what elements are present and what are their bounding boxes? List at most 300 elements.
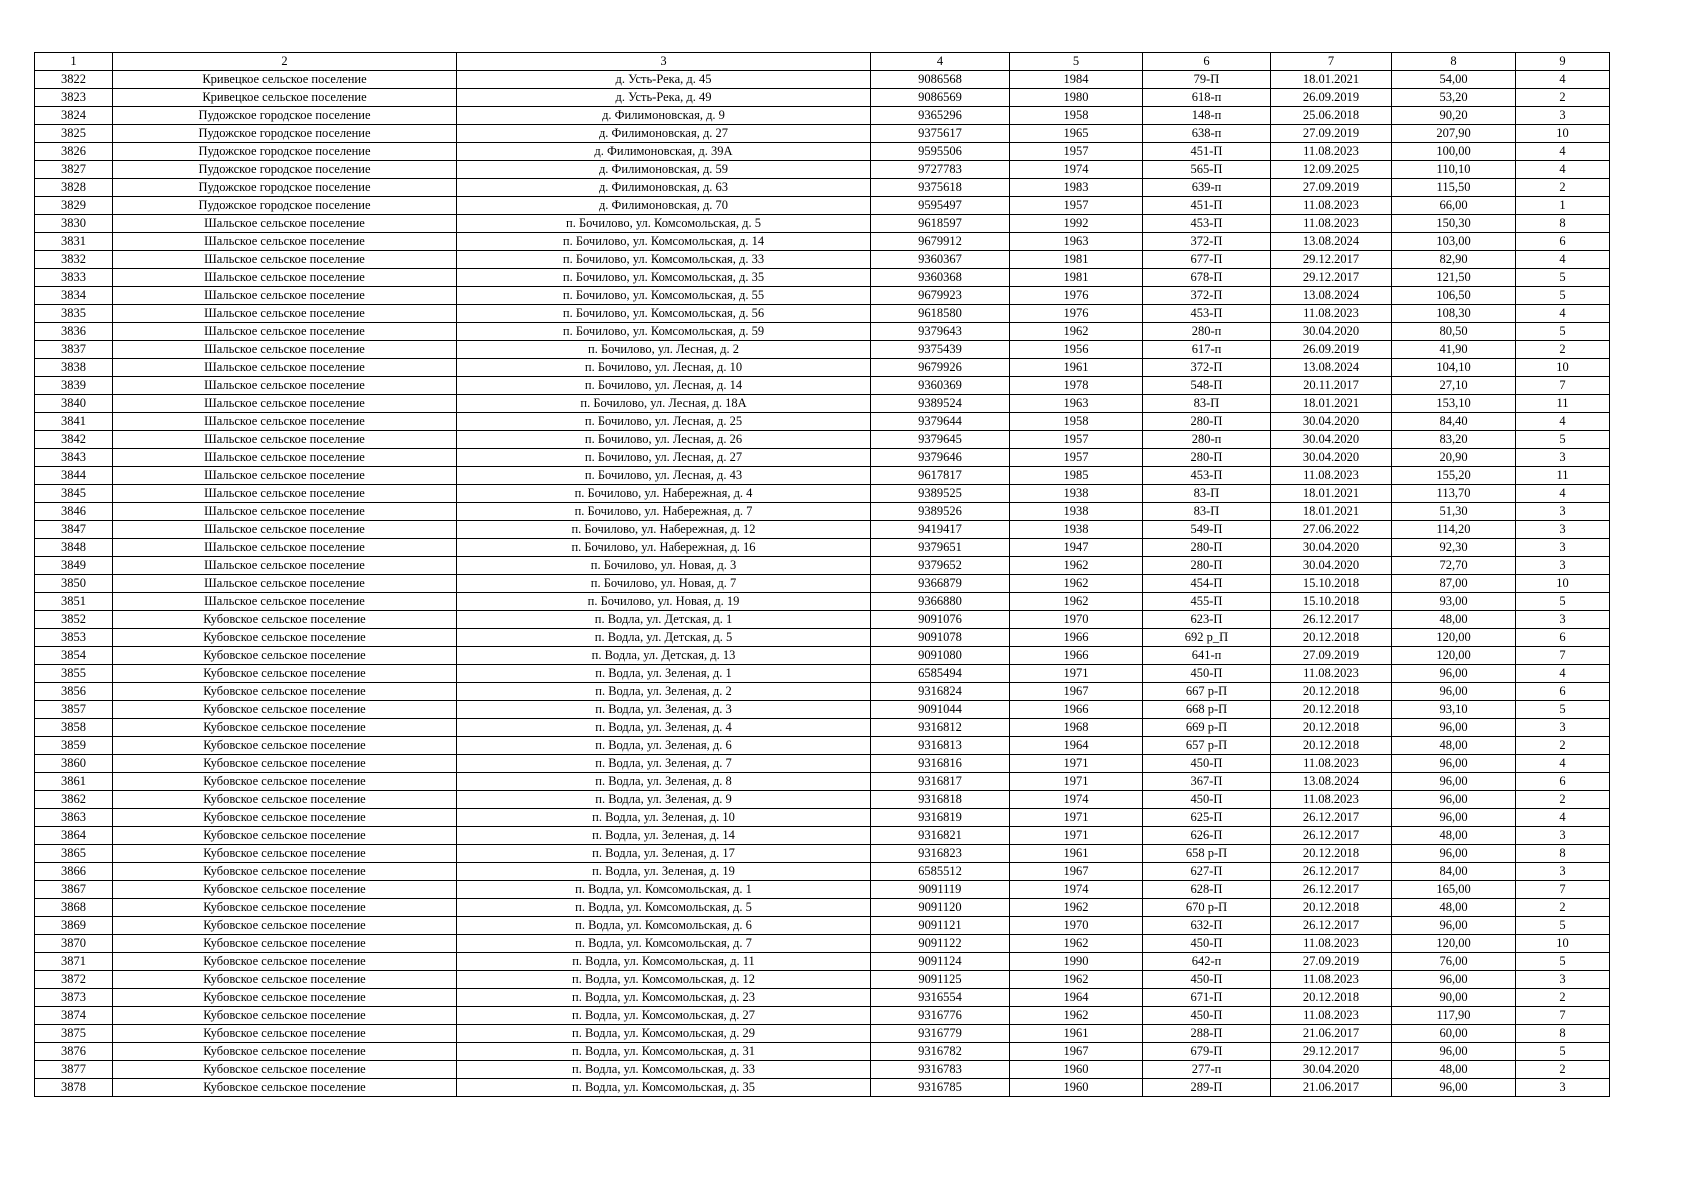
table-row bbox=[35, 755, 1610, 773]
settlement-cell: Шальское сельское поселение bbox=[113, 431, 457, 449]
building-id-cell: 9091124 bbox=[871, 953, 1010, 971]
table-body bbox=[35, 71, 1610, 1097]
area-cell: 41,90 bbox=[1392, 341, 1516, 359]
decree-number-cell: 669 р-П bbox=[1143, 719, 1271, 737]
area-cell: 66,00 bbox=[1392, 197, 1516, 215]
address-cell: п. Водла, ул. Зеленая, д. 19 bbox=[457, 863, 871, 881]
decree-date-cell: 13.08.2024 bbox=[1271, 359, 1392, 377]
year-built-cell: 1962 bbox=[1010, 899, 1143, 917]
row-number-cell: 3830 bbox=[35, 215, 113, 233]
row-number-cell: 3828 bbox=[35, 179, 113, 197]
decree-date-cell: 18.01.2021 bbox=[1271, 503, 1392, 521]
year-built-cell: 1971 bbox=[1010, 665, 1143, 683]
decree-date-cell: 29.12.2017 bbox=[1271, 251, 1392, 269]
area-cell: 155,20 bbox=[1392, 467, 1516, 485]
decree-date-cell: 30.04.2020 bbox=[1271, 539, 1392, 557]
area-cell: 48,00 bbox=[1392, 611, 1516, 629]
address-cell: п. Водла, ул. Комсомольская, д. 11 bbox=[457, 953, 871, 971]
area-cell: 165,00 bbox=[1392, 881, 1516, 899]
row-number-cell: 3872 bbox=[35, 971, 113, 989]
area-cell: 82,90 bbox=[1392, 251, 1516, 269]
decree-date-cell: 18.01.2021 bbox=[1271, 395, 1392, 413]
building-id-cell: 9366880 bbox=[871, 593, 1010, 611]
table-row bbox=[35, 377, 1610, 395]
decree-date-cell: 27.06.2022 bbox=[1271, 521, 1392, 539]
residents-cell: 6 bbox=[1516, 773, 1610, 791]
building-id-cell: 9091080 bbox=[871, 647, 1010, 665]
residents-cell: 3 bbox=[1516, 557, 1610, 575]
area-cell: 20,90 bbox=[1392, 449, 1516, 467]
decree-date-cell: 27.09.2019 bbox=[1271, 179, 1392, 197]
building-id-cell: 6585494 bbox=[871, 665, 1010, 683]
table-row bbox=[35, 413, 1610, 431]
residents-cell: 3 bbox=[1516, 827, 1610, 845]
area-cell: 120,00 bbox=[1392, 647, 1516, 665]
area-cell: 96,00 bbox=[1392, 845, 1516, 863]
residents-cell: 5 bbox=[1516, 701, 1610, 719]
address-cell: п. Водла, ул. Зеленая, д. 9 bbox=[457, 791, 871, 809]
residents-cell: 5 bbox=[1516, 593, 1610, 611]
row-number-cell: 3854 bbox=[35, 647, 113, 665]
address-cell: п. Бочилово, ул. Лесная, д. 27 bbox=[457, 449, 871, 467]
decree-date-cell: 25.06.2018 bbox=[1271, 107, 1392, 125]
settlement-cell: Пудожское городское поселение bbox=[113, 125, 457, 143]
settlement-cell: Шальское сельское поселение bbox=[113, 539, 457, 557]
residents-cell: 10 bbox=[1516, 125, 1610, 143]
building-id-cell: 9375617 bbox=[871, 125, 1010, 143]
address-cell: д. Филимоновская, д. 63 bbox=[457, 179, 871, 197]
settlement-cell: Шальское сельское поселение bbox=[113, 251, 457, 269]
address-cell: п. Водла, ул. Детская, д. 13 bbox=[457, 647, 871, 665]
settlement-cell: Кубовское сельское поселение bbox=[113, 737, 457, 755]
decree-date-cell: 27.09.2019 bbox=[1271, 647, 1392, 665]
building-id-cell: 9316821 bbox=[871, 827, 1010, 845]
area-cell: 84,00 bbox=[1392, 863, 1516, 881]
address-cell: п. Водла, ул. Комсомольская, д. 33 bbox=[457, 1061, 871, 1079]
residents-cell: 7 bbox=[1516, 881, 1610, 899]
row-number-cell: 3857 bbox=[35, 701, 113, 719]
settlement-cell: Пудожское городское поселение bbox=[113, 179, 457, 197]
year-built-cell: 1971 bbox=[1010, 755, 1143, 773]
year-built-cell: 1968 bbox=[1010, 719, 1143, 737]
address-cell: п. Водла, ул. Комсомольская, д. 27 bbox=[457, 1007, 871, 1025]
table-row bbox=[35, 701, 1610, 719]
address-cell: п. Бочилово, ул. Лесная, д. 18А bbox=[457, 395, 871, 413]
residents-cell: 2 bbox=[1516, 179, 1610, 197]
address-cell: п. Бочилово, ул. Лесная, д. 2 bbox=[457, 341, 871, 359]
column-header-9: 9 bbox=[1516, 53, 1610, 71]
settlement-cell: Кубовское сельское поселение bbox=[113, 1043, 457, 1061]
address-cell: д. Филимоновская, д. 70 bbox=[457, 197, 871, 215]
building-id-cell: 9316817 bbox=[871, 773, 1010, 791]
year-built-cell: 1957 bbox=[1010, 197, 1143, 215]
decree-date-cell: 13.08.2024 bbox=[1271, 287, 1392, 305]
decree-date-cell: 27.09.2019 bbox=[1271, 953, 1392, 971]
address-cell: д. Филимоновская, д. 9 bbox=[457, 107, 871, 125]
settlement-cell: Кубовское сельское поселение bbox=[113, 1025, 457, 1043]
decree-number-cell: 450-П bbox=[1143, 935, 1271, 953]
settlement-cell: Пудожское городское поселение bbox=[113, 161, 457, 179]
address-cell: п. Водла, ул. Комсомольская, д. 23 bbox=[457, 989, 871, 1007]
decree-number-cell: 667 р-П bbox=[1143, 683, 1271, 701]
area-cell: 51,30 bbox=[1392, 503, 1516, 521]
table-row bbox=[35, 665, 1610, 683]
area-cell: 48,00 bbox=[1392, 737, 1516, 755]
residents-cell: 3 bbox=[1516, 611, 1610, 629]
address-cell: д. Филимоновская, д. 39А bbox=[457, 143, 871, 161]
table-row bbox=[35, 1043, 1610, 1061]
decree-date-cell: 29.12.2017 bbox=[1271, 269, 1392, 287]
row-number-cell: 3873 bbox=[35, 989, 113, 1007]
table-row bbox=[35, 737, 1610, 755]
area-cell: 115,50 bbox=[1392, 179, 1516, 197]
residents-cell: 4 bbox=[1516, 143, 1610, 161]
year-built-cell: 1966 bbox=[1010, 701, 1143, 719]
table-row bbox=[35, 791, 1610, 809]
table-row bbox=[35, 143, 1610, 161]
year-built-cell: 1962 bbox=[1010, 1007, 1143, 1025]
settlement-cell: Шальское сельское поселение bbox=[113, 575, 457, 593]
decree-number-cell: 83-П bbox=[1143, 485, 1271, 503]
decree-number-cell: 658 р-П bbox=[1143, 845, 1271, 863]
decree-date-cell: 30.04.2020 bbox=[1271, 323, 1392, 341]
table-row bbox=[35, 899, 1610, 917]
area-cell: 113,70 bbox=[1392, 485, 1516, 503]
row-number-cell: 3878 bbox=[35, 1079, 113, 1097]
row-number-cell: 3837 bbox=[35, 341, 113, 359]
residents-cell: 4 bbox=[1516, 251, 1610, 269]
building-id-cell: 9316816 bbox=[871, 755, 1010, 773]
residents-cell: 3 bbox=[1516, 719, 1610, 737]
settlement-cell: Кубовское сельское поселение bbox=[113, 971, 457, 989]
year-built-cell: 1962 bbox=[1010, 593, 1143, 611]
year-built-cell: 1964 bbox=[1010, 989, 1143, 1007]
building-id-cell: 9316776 bbox=[871, 1007, 1010, 1025]
settlement-cell: Шальское сельское поселение bbox=[113, 557, 457, 575]
building-id-cell: 9091122 bbox=[871, 935, 1010, 953]
decree-number-cell: 83-П bbox=[1143, 395, 1271, 413]
building-id-cell: 9316554 bbox=[871, 989, 1010, 1007]
row-number-cell: 3840 bbox=[35, 395, 113, 413]
area-cell: 120,00 bbox=[1392, 935, 1516, 953]
residents-cell: 7 bbox=[1516, 1007, 1610, 1025]
area-cell: 96,00 bbox=[1392, 719, 1516, 737]
address-cell: д. Усть-Река, д. 45 bbox=[457, 71, 871, 89]
building-id-cell: 9316824 bbox=[871, 683, 1010, 701]
decree-date-cell: 20.11.2017 bbox=[1271, 377, 1392, 395]
decree-date-cell: 20.12.2018 bbox=[1271, 719, 1392, 737]
residents-cell: 11 bbox=[1516, 467, 1610, 485]
table-row bbox=[35, 449, 1610, 467]
decree-date-cell: 26.12.2017 bbox=[1271, 809, 1392, 827]
decree-date-cell: 30.04.2020 bbox=[1271, 1061, 1392, 1079]
area-cell: 84,40 bbox=[1392, 413, 1516, 431]
row-number-cell: 3843 bbox=[35, 449, 113, 467]
decree-date-cell: 20.12.2018 bbox=[1271, 701, 1392, 719]
address-cell: п. Водла, ул. Зеленая, д. 17 bbox=[457, 845, 871, 863]
year-built-cell: 1960 bbox=[1010, 1079, 1143, 1097]
column-header-3: 3 bbox=[457, 53, 871, 71]
decree-number-cell: 670 р-П bbox=[1143, 899, 1271, 917]
table-row bbox=[35, 107, 1610, 125]
residents-cell: 2 bbox=[1516, 899, 1610, 917]
year-built-cell: 1966 bbox=[1010, 629, 1143, 647]
settlement-cell: Кубовское сельское поселение bbox=[113, 683, 457, 701]
column-header-7: 7 bbox=[1271, 53, 1392, 71]
settlement-cell: Кубовское сельское поселение bbox=[113, 719, 457, 737]
table-row bbox=[35, 1061, 1610, 1079]
settlement-cell: Кубовское сельское поселение bbox=[113, 881, 457, 899]
row-number-cell: 3831 bbox=[35, 233, 113, 251]
year-built-cell: 1957 bbox=[1010, 143, 1143, 161]
row-number-cell: 3852 bbox=[35, 611, 113, 629]
decree-number-cell: 628-П bbox=[1143, 881, 1271, 899]
residents-cell: 4 bbox=[1516, 413, 1610, 431]
building-id-cell: 9375618 bbox=[871, 179, 1010, 197]
table-row bbox=[35, 989, 1610, 1007]
table-row bbox=[35, 917, 1610, 935]
residents-cell: 2 bbox=[1516, 791, 1610, 809]
building-id-cell: 9091078 bbox=[871, 629, 1010, 647]
building-id-cell: 9679912 bbox=[871, 233, 1010, 251]
row-number-cell: 3876 bbox=[35, 1043, 113, 1061]
decree-number-cell: 671-П bbox=[1143, 989, 1271, 1007]
row-number-cell: 3868 bbox=[35, 899, 113, 917]
building-id-cell: 9316782 bbox=[871, 1043, 1010, 1061]
year-built-cell: 1963 bbox=[1010, 395, 1143, 413]
address-cell: п. Водла, ул. Детская, д. 1 bbox=[457, 611, 871, 629]
area-cell: 96,00 bbox=[1392, 665, 1516, 683]
settlement-cell: Кубовское сельское поселение bbox=[113, 1079, 457, 1097]
area-cell: 90,20 bbox=[1392, 107, 1516, 125]
residents-cell: 3 bbox=[1516, 521, 1610, 539]
residents-cell: 5 bbox=[1516, 917, 1610, 935]
decree-date-cell: 26.12.2017 bbox=[1271, 863, 1392, 881]
table-row bbox=[35, 827, 1610, 845]
area-cell: 87,00 bbox=[1392, 575, 1516, 593]
table-row bbox=[35, 557, 1610, 575]
column-header-5: 5 bbox=[1010, 53, 1143, 71]
decree-number-cell: 451-П bbox=[1143, 197, 1271, 215]
decree-date-cell: 29.12.2017 bbox=[1271, 1043, 1392, 1061]
row-number-cell: 3856 bbox=[35, 683, 113, 701]
area-cell: 96,00 bbox=[1392, 773, 1516, 791]
address-cell: п. Бочилово, ул. Комсомольская, д. 33 bbox=[457, 251, 871, 269]
year-built-cell: 1962 bbox=[1010, 971, 1143, 989]
building-id-cell: 9316818 bbox=[871, 791, 1010, 809]
decree-date-cell: 11.08.2023 bbox=[1271, 1007, 1392, 1025]
building-id-cell: 9360369 bbox=[871, 377, 1010, 395]
year-built-cell: 1962 bbox=[1010, 557, 1143, 575]
residents-cell: 4 bbox=[1516, 305, 1610, 323]
decree-date-cell: 11.08.2023 bbox=[1271, 755, 1392, 773]
settlement-cell: Кубовское сельское поселение bbox=[113, 845, 457, 863]
year-built-cell: 1963 bbox=[1010, 233, 1143, 251]
column-header-1: 1 bbox=[35, 53, 113, 71]
address-cell: п. Водла, ул. Зеленая, д. 10 bbox=[457, 809, 871, 827]
table-row bbox=[35, 395, 1610, 413]
decree-date-cell: 11.08.2023 bbox=[1271, 143, 1392, 161]
residents-cell: 4 bbox=[1516, 665, 1610, 683]
settlement-cell: Кубовское сельское поселение bbox=[113, 665, 457, 683]
year-built-cell: 1947 bbox=[1010, 539, 1143, 557]
area-cell: 92,30 bbox=[1392, 539, 1516, 557]
building-id-cell: 9091044 bbox=[871, 701, 1010, 719]
address-cell: п. Бочилово, ул. Набережная, д. 4 bbox=[457, 485, 871, 503]
table-row bbox=[35, 611, 1610, 629]
table-row bbox=[35, 719, 1610, 737]
settlement-cell: Шальское сельское поселение bbox=[113, 323, 457, 341]
table-row bbox=[35, 89, 1610, 107]
decree-number-cell: 280-П bbox=[1143, 539, 1271, 557]
residents-cell: 7 bbox=[1516, 377, 1610, 395]
year-built-cell: 1971 bbox=[1010, 809, 1143, 827]
table-row bbox=[35, 575, 1610, 593]
area-cell: 83,20 bbox=[1392, 431, 1516, 449]
building-id-cell: 9366879 bbox=[871, 575, 1010, 593]
residents-cell: 8 bbox=[1516, 215, 1610, 233]
settlement-cell: Шальское сельское поселение bbox=[113, 233, 457, 251]
row-number-cell: 3864 bbox=[35, 827, 113, 845]
address-cell: п. Бочилово, ул. Комсомольская, д. 5 bbox=[457, 215, 871, 233]
address-cell: п. Бочилово, ул. Новая, д. 7 bbox=[457, 575, 871, 593]
column-header-8: 8 bbox=[1392, 53, 1516, 71]
register-table bbox=[34, 52, 1610, 1097]
table-row bbox=[35, 125, 1610, 143]
row-number-cell: 3825 bbox=[35, 125, 113, 143]
row-number-cell: 3842 bbox=[35, 431, 113, 449]
area-cell: 60,00 bbox=[1392, 1025, 1516, 1043]
address-cell: п. Бочилово, ул. Новая, д. 3 bbox=[457, 557, 871, 575]
address-cell: п. Водла, ул. Зеленая, д. 14 bbox=[457, 827, 871, 845]
address-cell: п. Бочилово, ул. Комсомольская, д. 35 bbox=[457, 269, 871, 287]
area-cell: 103,00 bbox=[1392, 233, 1516, 251]
decree-date-cell: 21.06.2017 bbox=[1271, 1079, 1392, 1097]
residents-cell: 3 bbox=[1516, 503, 1610, 521]
residents-cell: 4 bbox=[1516, 71, 1610, 89]
residents-cell: 3 bbox=[1516, 107, 1610, 125]
residents-cell: 7 bbox=[1516, 647, 1610, 665]
settlement-cell: Шальское сельское поселение bbox=[113, 341, 457, 359]
table-row bbox=[35, 503, 1610, 521]
address-cell: п. Водла, ул. Зеленая, д. 1 bbox=[457, 665, 871, 683]
area-cell: 207,90 bbox=[1392, 125, 1516, 143]
address-cell: п. Водла, ул. Комсомольская, д. 31 bbox=[457, 1043, 871, 1061]
address-cell: п. Бочилово, ул. Комсомольская, д. 14 bbox=[457, 233, 871, 251]
table-row bbox=[35, 287, 1610, 305]
decree-number-cell: 627-П bbox=[1143, 863, 1271, 881]
residents-cell: 2 bbox=[1516, 737, 1610, 755]
building-id-cell: 9679926 bbox=[871, 359, 1010, 377]
decree-number-cell: 79-П bbox=[1143, 71, 1271, 89]
table-row bbox=[35, 341, 1610, 359]
table-row bbox=[35, 935, 1610, 953]
year-built-cell: 1965 bbox=[1010, 125, 1143, 143]
area-cell: 104,10 bbox=[1392, 359, 1516, 377]
decree-date-cell: 26.12.2017 bbox=[1271, 881, 1392, 899]
table-row bbox=[35, 485, 1610, 503]
building-id-cell: 9360368 bbox=[871, 269, 1010, 287]
decree-number-cell: 454-П bbox=[1143, 575, 1271, 593]
area-cell: 48,00 bbox=[1392, 899, 1516, 917]
area-cell: 96,00 bbox=[1392, 683, 1516, 701]
building-id-cell: 9091076 bbox=[871, 611, 1010, 629]
decree-number-cell: 450-П bbox=[1143, 665, 1271, 683]
area-cell: 114,20 bbox=[1392, 521, 1516, 539]
row-number-cell: 3850 bbox=[35, 575, 113, 593]
decree-number-cell: 453-П bbox=[1143, 305, 1271, 323]
settlement-cell: Пудожское городское поселение bbox=[113, 197, 457, 215]
area-cell: 121,50 bbox=[1392, 269, 1516, 287]
residents-cell: 4 bbox=[1516, 755, 1610, 773]
building-id-cell: 9086568 bbox=[871, 71, 1010, 89]
building-id-cell: 9379652 bbox=[871, 557, 1010, 575]
area-cell: 96,00 bbox=[1392, 791, 1516, 809]
settlement-cell: Шальское сельское поселение bbox=[113, 593, 457, 611]
settlement-cell: Шальское сельское поселение bbox=[113, 287, 457, 305]
decree-number-cell: 692 р_П bbox=[1143, 629, 1271, 647]
decree-date-cell: 26.12.2017 bbox=[1271, 611, 1392, 629]
settlement-cell: Кубовское сельское поселение bbox=[113, 629, 457, 647]
address-cell: п. Водла, ул. Зеленая, д. 3 bbox=[457, 701, 871, 719]
address-cell: п. Водла, ул. Комсомольская, д. 7 bbox=[457, 935, 871, 953]
address-cell: п. Водла, ул. Комсомольская, д. 12 bbox=[457, 971, 871, 989]
area-cell: 100,00 bbox=[1392, 143, 1516, 161]
year-built-cell: 1971 bbox=[1010, 827, 1143, 845]
decree-number-cell: 83-П bbox=[1143, 503, 1271, 521]
building-id-cell: 9091125 bbox=[871, 971, 1010, 989]
settlement-cell: Шальское сельское поселение bbox=[113, 359, 457, 377]
residents-cell: 2 bbox=[1516, 1061, 1610, 1079]
year-built-cell: 1958 bbox=[1010, 107, 1143, 125]
table-row bbox=[35, 773, 1610, 791]
table-row bbox=[35, 1079, 1610, 1097]
table-row bbox=[35, 521, 1610, 539]
address-cell: п. Водла, ул. Зеленая, д. 6 bbox=[457, 737, 871, 755]
settlement-cell: Шальское сельское поселение bbox=[113, 449, 457, 467]
decree-number-cell: 280-п bbox=[1143, 431, 1271, 449]
year-built-cell: 1981 bbox=[1010, 251, 1143, 269]
building-id-cell: 9379644 bbox=[871, 413, 1010, 431]
building-id-cell: 9618580 bbox=[871, 305, 1010, 323]
year-built-cell: 1974 bbox=[1010, 881, 1143, 899]
decree-number-cell: 450-П bbox=[1143, 755, 1271, 773]
building-id-cell: 9379651 bbox=[871, 539, 1010, 557]
row-number-cell: 3862 bbox=[35, 791, 113, 809]
residents-cell: 5 bbox=[1516, 1043, 1610, 1061]
year-built-cell: 1976 bbox=[1010, 305, 1143, 323]
settlement-cell: Кубовское сельское поселение bbox=[113, 917, 457, 935]
year-built-cell: 1983 bbox=[1010, 179, 1143, 197]
address-cell: п. Бочилово, ул. Лесная, д. 43 bbox=[457, 467, 871, 485]
residents-cell: 3 bbox=[1516, 863, 1610, 881]
residents-cell: 2 bbox=[1516, 989, 1610, 1007]
row-number-cell: 3835 bbox=[35, 305, 113, 323]
residents-cell: 1 bbox=[1516, 197, 1610, 215]
decree-number-cell: 678-П bbox=[1143, 269, 1271, 287]
residents-cell: 3 bbox=[1516, 971, 1610, 989]
area-cell: 110,10 bbox=[1392, 161, 1516, 179]
year-built-cell: 1966 bbox=[1010, 647, 1143, 665]
year-built-cell: 1978 bbox=[1010, 377, 1143, 395]
residents-cell: 5 bbox=[1516, 269, 1610, 287]
year-built-cell: 1970 bbox=[1010, 917, 1143, 935]
row-number-cell: 3832 bbox=[35, 251, 113, 269]
residents-cell: 3 bbox=[1516, 449, 1610, 467]
residents-cell: 4 bbox=[1516, 809, 1610, 827]
building-id-cell: 9316813 bbox=[871, 737, 1010, 755]
building-id-cell: 9595506 bbox=[871, 143, 1010, 161]
